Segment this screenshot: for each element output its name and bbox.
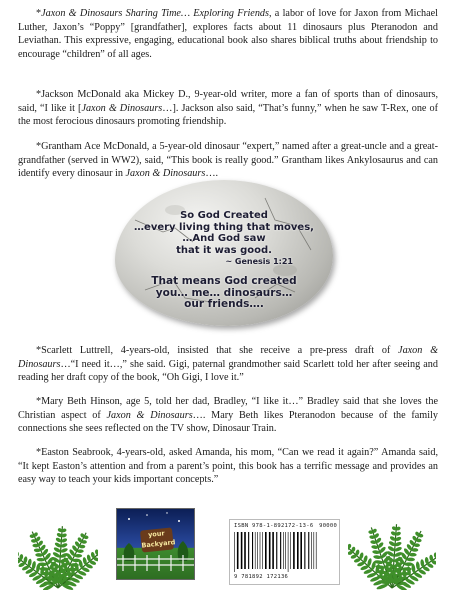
verse-reference: ~ Genesis 1:21	[225, 257, 293, 266]
book-title-italic: Jaxon & Dinosaurs	[81, 102, 163, 114]
paragraph-text: *Mary Beth Hinson, age 5, told her dad, Bradley, “I like it…” Bradley said that she loves the Christian aspect of	[18, 396, 438, 421]
barcode-number: 9 781892 172136	[234, 574, 289, 580]
paragraph-text: …. Mary Beth likes Pteranodon because of the family connections she sees reflected on the TV show, Dinosaur Train.	[18, 409, 438, 435]
paragraph-text: …“I need it…,” she said. Gigi, paternal grandmother said Scarlett told her after seeing and reading her draft copy of the book, “Oh Gigi, I love it.”	[18, 358, 438, 384]
paragraph-intro	[18, 7, 438, 61]
fern-left-icon	[18, 500, 98, 590]
fern-right-icon	[348, 500, 436, 590]
book-title-italic: Jaxon & Dinosaurs	[18, 345, 439, 370]
paragraph-text: *Jackson McDonald aka Mickey D., 9-year-old writer, more a fan of sports than of dinosaurs, said, “I like it [	[18, 89, 438, 114]
verse-line: …every living thing that moves,	[134, 221, 314, 233]
verse-line: So God Created	[180, 210, 268, 221]
reflection-line: our friends….	[184, 298, 264, 310]
book-title-italic: Jaxon & Dinosaurs	[106, 409, 193, 421]
barcode-bars	[234, 532, 335, 572]
paragraph-jackson	[18, 88, 438, 129]
paragraph-text: *Grantham Ace McDonald, a 5-year-old dinosaur “expert,” named after a great-uncle and a great-grandfather (served in WW2), said, “This book is really good.” Grantham likes Ankylosaurus and can identify every dinosaur in	[18, 141, 438, 180]
paragraph-text: , a labor of love for Jaxon from Michael Luther, Jaxon’s “Poppy” [grandfather], explores facts about 11 dinosaurs plus Pteranodon and Leviathan. This expressive, engaging, educational book also shares biblical truths about friendship to encourage “children” of all ages.	[18, 8, 438, 60]
paragraph-easton	[18, 446, 438, 487]
reflection-text	[115, 276, 333, 311]
scripture-stone	[115, 180, 333, 326]
logo-line-1: your	[147, 529, 166, 539]
paragraph-text: *Easton Seabrook, 4-years-old, asked Amanda, his mom, “Can we read it again?” Amanda said, “It kept Easton’s attention and from a parent’s point, this book has a terrific message and provides an easy way to teach your kids important concepts.”	[18, 447, 438, 486]
paragraph-scarlett	[18, 344, 438, 385]
paragraph-text: *	[36, 8, 42, 19]
logo-line-2: Backyard	[141, 538, 176, 550]
isbn-barcode	[229, 519, 340, 585]
genesis-verse	[115, 210, 333, 268]
paragraph-text: …]. Jackson also said, “That’s funny,” when he saw T-Rex, one of the most ferocious dinosaurs promoting friendship.	[18, 102, 438, 128]
paragraph-grantham	[18, 140, 438, 181]
paragraph-text: ….	[205, 168, 219, 180]
book-title-italic: Jaxon & Dinosaurs	[125, 168, 206, 180]
book-title-italic: Jaxon & Dinosaurs Sharing Time… Exploring Friends	[41, 8, 269, 19]
paragraph-mary-beth	[18, 395, 438, 436]
isbn-label: ISBN 978-1-892172-13-6 90000	[234, 523, 338, 529]
reflection-line: you… me… dinosaurs…	[155, 286, 293, 299]
paragraph-text: *Scarlett Luttrell, 4-years-old, insisted that she receive a pre-press draft of	[36, 345, 399, 356]
logo-sign	[140, 527, 174, 552]
your-backyard-logo	[116, 508, 195, 580]
verse-line: …And God saw	[182, 233, 266, 244]
verse-line: that it was good.	[176, 244, 272, 256]
reflection-line: That means God created	[151, 275, 297, 287]
